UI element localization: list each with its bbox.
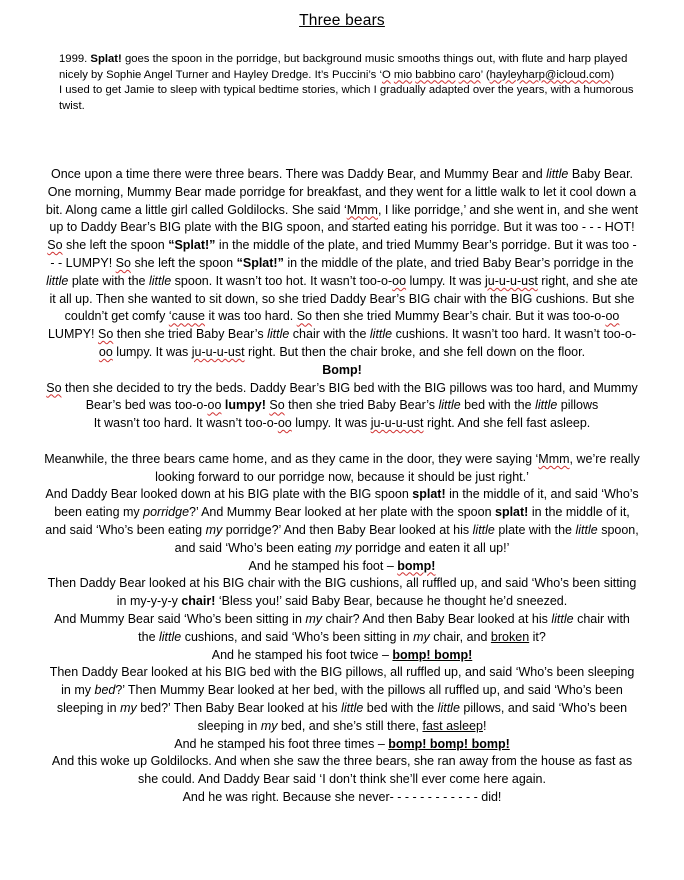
document-title: Three bears (299, 12, 385, 29)
story-text: bed with the (363, 700, 438, 715)
story-text: ?’ And Mummy Bear looked at her plate with the spoon (189, 505, 495, 520)
story-text: And he stamped his foot twice – (211, 647, 393, 662)
story-squiggle: So (46, 380, 62, 395)
story-italic: little (159, 629, 182, 644)
story-text: she left the spoon (62, 238, 169, 253)
story-text: in the middle of it, and said ‘Who’s been eating (45, 505, 630, 537)
story-paragraph-5 (44, 486, 640, 557)
story-text: Meanwhile, the three bears came home, and as they came in the door, they were saying ‘ (44, 451, 539, 466)
story-italic: little (535, 398, 558, 413)
story-text: ?’ Then Mummy Bear looked at her bed, with the pillows all ruffled up, and said ‘Who’s been sleeping in (56, 683, 623, 715)
story-bold: splat! (495, 505, 529, 520)
story-squiggle: ju-u-u-ust (370, 416, 424, 431)
story-paragraph-12: And this woke up Goldilocks. And when she saw the three bears, she ran away from the house as fast as she could. And Daddy Bear said ‘I don’t think she’ll ever come here again. (51, 754, 633, 787)
story-squiggle: ju-u-u-ust (485, 273, 538, 288)
story-text: And he stamped his foot – (248, 558, 398, 573)
intro-section (59, 52, 639, 114)
story-italic: little (551, 611, 574, 626)
story-italic: little (369, 327, 393, 342)
story-italic: my (120, 700, 137, 715)
story-paragraph-1 (44, 166, 640, 362)
story-italic: my (205, 522, 223, 537)
story-squiggle: oo (98, 344, 113, 359)
story-text: then she decided to try the beds. Daddy Bear’s BIG bed with the BIG pillows was too hard, and Mummy Bear’s bed was too-o- (61, 380, 638, 413)
intro-text: ’ ( (480, 68, 490, 81)
story-text: Then Daddy Bear looked at his BIG chair with the BIG cushions, all ruffled up, and said ‘Who’s been sitting in my-y-y-y (47, 576, 637, 609)
story-text: lumpy. It was (291, 416, 371, 431)
story-text: then she tried Mummy Bear’s chair. But it was too-o- (312, 309, 606, 324)
story-squiggle: oo (207, 398, 222, 413)
story-italic: my (305, 611, 323, 626)
intro-mio: mio (393, 68, 413, 81)
story-bold: “Splat!” (236, 255, 284, 270)
story-text: in the middle of the plate, and tried Baby Bear’s porridge in the (283, 255, 634, 270)
story-squiggle: So (47, 238, 63, 253)
story-italic: little (472, 522, 495, 537)
blank-line (44, 433, 640, 451)
story-text: cushions, and said ‘Who’s been sitting in (181, 629, 414, 644)
story-italic: bed (94, 683, 116, 698)
intro-paragraph-1 (59, 52, 639, 83)
story-text: spoon. It wasn’t too hot. It wasn’t too-o- (171, 273, 393, 288)
story-bold: bomp! (397, 558, 436, 573)
story-paragraph-3 (44, 415, 640, 433)
story-squiggle: Mmm (346, 202, 378, 217)
story-squiggle: So (269, 398, 285, 413)
story-text: plate with the (494, 522, 576, 537)
story-italic: little (437, 700, 460, 715)
story-text: lumpy. It was (112, 344, 192, 359)
story-paragraph-2 (44, 380, 640, 416)
story-italic: little (46, 273, 69, 288)
story-bold: lumpy! (224, 398, 266, 413)
story-text: And he stamped his foot three times – (174, 736, 389, 751)
story-squiggle: ‘cause (168, 309, 205, 324)
story-bomp-line (44, 362, 640, 380)
story-text: bed?’ Then Baby Bear looked at his (136, 700, 342, 715)
story-text: , I like porridge,’ and she went in, and she went up to Daddy Bear’s BIG plate with the BIG spoon, and started eating his porridge. But it was too - - - HOT! (49, 202, 639, 235)
story-text: bed with the (460, 398, 536, 413)
story-text: bed, and she’s still there, (277, 718, 423, 733)
intro-paragraph-2: I used to get Jamie to sleep with typical bedtime stories, which I gradually adapted over the years, with a humorous twist. (59, 84, 634, 112)
story-text: ‘Bless you!’ said Baby Bear, because he thought he’d sneezed. (215, 594, 568, 609)
story-text: porridge?’ And then Baby Bear looked at his (222, 522, 473, 537)
story-text: It wasn’t too hard. It wasn’t too-o- (93, 416, 278, 431)
story-italic: little (148, 273, 172, 288)
story-italic: my (334, 540, 352, 555)
story-text: chair with the (289, 327, 370, 342)
story-italic: little (438, 398, 461, 413)
story-underline: fast asleep (422, 718, 483, 733)
story-text: Baby Bear. One morning, Mummy Bear made porridge for breakfast, and they went for a little walk to let it cool down a bit. Along came a little girl called Goldilocks. She said ‘ (45, 167, 637, 217)
story-italic: porridge (143, 505, 190, 520)
story-paragraph-11 (44, 736, 640, 754)
story-text: , we’re really looking forward to our porridge now, because it should be just right.’ (155, 451, 640, 484)
story-text: chair with the (138, 611, 630, 644)
story-text: pillows (557, 398, 599, 413)
story-paragraph-6 (44, 558, 640, 576)
story-bold: “Splat!” (168, 238, 216, 253)
story-squiggle: So (296, 309, 313, 324)
story-text: pillows, and said ‘Who’s been sleeping in (197, 700, 628, 733)
story-text: And Daddy Bear looked down at his BIG plate with the BIG spoon (45, 487, 413, 502)
story-underline: broken (490, 629, 530, 644)
story-text: plate with the (68, 273, 149, 288)
story-italic: little (267, 327, 290, 342)
story-squiggle: oo (392, 273, 407, 288)
story-paragraph-7 (44, 575, 640, 611)
story-italic: little (575, 522, 598, 537)
intro-year: 1999. (59, 53, 91, 65)
story-text: cushions. It wasn’t too hard. It wasn’t too-o- (392, 327, 637, 342)
intro-babbino: babbino (415, 68, 456, 81)
story-text: she left the spoon (130, 255, 237, 270)
story-squiggle: So (97, 327, 114, 342)
story-text: ! (482, 718, 487, 733)
story-bold: splat! (412, 487, 446, 502)
story-body (44, 166, 640, 807)
story-text: And Mummy Bear said ‘Who’s been sitting in (54, 611, 306, 626)
story-paragraph-13: And he was right. Because she never- - - - - - - - - - - - did! (182, 789, 502, 804)
intro-email: hayleyharp@icloud.com (489, 68, 611, 81)
story-text: then she tried Baby Bear’s (284, 398, 439, 413)
story-bold: chair! (181, 594, 216, 609)
intro-splat: Splat! (90, 53, 122, 65)
story-paragraph-10 (44, 664, 640, 735)
story-text: chair, and (429, 629, 491, 644)
story-paragraph-8 (44, 611, 640, 647)
story-text: right. But then the chair broke, and she fell down on the floor. (244, 344, 586, 359)
story-text: right, and she ate it all up. Then she wanted to sit down, so she tried Daddy Bear’s BIG chair with the BIG cushions. But she couldn’t get comfy (49, 273, 638, 324)
story-squiggle: ju-u-u-ust (191, 344, 245, 359)
story-italic: little (341, 700, 364, 715)
story-text: right. And she fell fast asleep. (423, 416, 591, 431)
story-squiggle: oo (277, 416, 292, 431)
story-text: in the middle of it, and said ‘Who’s been eating my (54, 487, 639, 520)
story-text: LUMPY! (47, 327, 98, 342)
story-text: spoon, and said ‘Who’s been eating (174, 522, 639, 555)
story-text: in the middle of the plate, and tried Mummy Bear’s porridge. But it was too - - - LUMPY! (50, 238, 637, 270)
story-squiggle: Mmm (538, 451, 570, 466)
story-paragraph-4 (44, 451, 640, 487)
intro-text: goes the spoon in the porridge, but background music smooths things out, with flute and harp played nicely by Sophie Angel Turner and Hayley Dredge. It’s Puccini’s ‘ (59, 53, 628, 81)
story-italic: little (546, 167, 569, 181)
story-text: chair? And then Baby Bear looked at his (322, 611, 552, 626)
story-squiggle: So (115, 255, 131, 270)
story-bold: bomp! bomp! bomp! (388, 736, 510, 751)
story-text: then she tried Baby Bear’s (113, 327, 268, 342)
story-bold: Bomp! (322, 362, 362, 377)
intro-text: ) (610, 68, 615, 81)
story-paragraph-9 (44, 647, 640, 665)
story-text: Once upon a time there were three bears. There was Daddy Bear, and Mummy Bear and (50, 167, 547, 181)
story-bold: bomp! bomp! (392, 647, 473, 662)
intro-caro: caro (458, 68, 481, 81)
intro-o: O (381, 68, 391, 81)
story-text: Then Daddy Bear looked at his BIG bed with the BIG pillows, all ruffled up, and said ‘Who’s been sleeping in my (49, 665, 635, 698)
story-italic: my (260, 718, 278, 733)
story-text: it was too hard. (205, 309, 297, 324)
story-text: porridge and eaten it all up!’ (351, 540, 510, 555)
story-text: it? (529, 629, 546, 644)
story-text: lumpy. It was (406, 273, 486, 288)
story-squiggle: oo (605, 309, 620, 324)
story-italic: my (413, 629, 430, 644)
